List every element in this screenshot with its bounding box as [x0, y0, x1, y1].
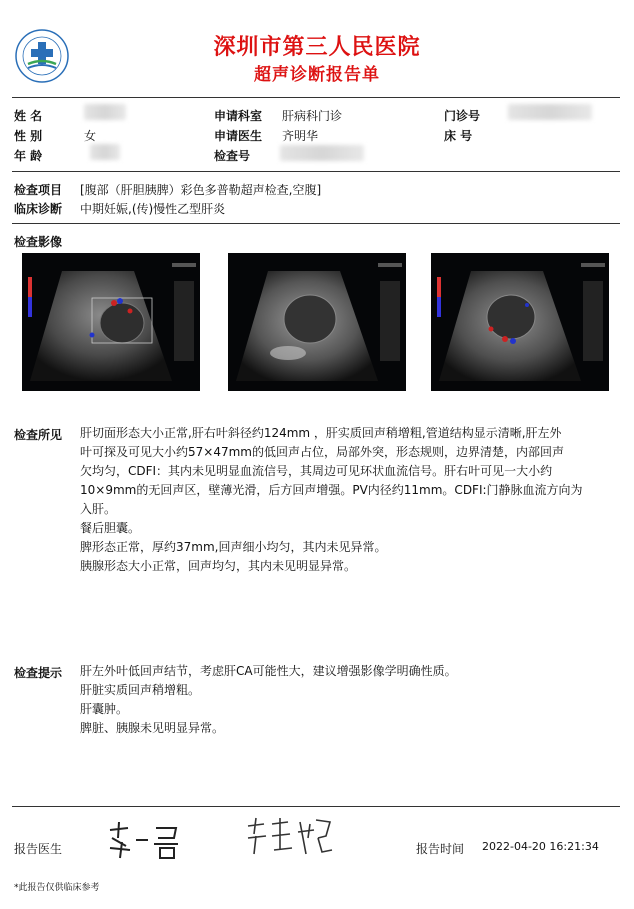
report-title: 超声诊断报告单 — [254, 65, 380, 85]
reporter-label: 报告医生 — [14, 842, 63, 856]
report-time-value: 2022-04-20 16:21:34 — [482, 840, 599, 853]
impression-line: 肝囊肿。 — [80, 702, 129, 716]
info-divider — [12, 171, 620, 172]
exam-divider — [12, 223, 620, 224]
findings-line: 10×9mm的无回声区，壁薄光滑，后方回声增强。PV内径约11mm。CDFI:门静脉血流方向为 — [80, 483, 583, 497]
clinic-no-redacted — [508, 104, 592, 120]
ultrasound-image-3 — [431, 253, 609, 391]
impression-text — [80, 662, 628, 738]
reporter-signature-1 — [104, 816, 184, 865]
images-label: 检查影像 — [14, 235, 63, 249]
findings-label: 检查所见 — [14, 428, 63, 442]
impression-label: 检查提示 — [14, 666, 63, 680]
dept-value: 肝病科门诊 — [282, 109, 343, 123]
findings-text — [80, 424, 628, 576]
exam-no-redacted — [280, 145, 364, 161]
findings-line: 入肝。 — [80, 502, 117, 516]
gender-label: 性 别 — [14, 129, 43, 143]
impression-line: 肝左外叶低回声结节，考虑肝CA可能性大，建议增强影像学明确性质。 — [80, 664, 457, 678]
age-redacted — [90, 144, 120, 160]
name-redacted — [84, 104, 126, 120]
findings-line: 叶可探及可见大小约57×47mm的低回声占位，局部外突，形态规则，边界清楚，内部回声 — [80, 445, 564, 459]
reporter-signature-2 — [244, 814, 334, 863]
findings-line: 欠均匀，CDFI：其内未见明显血流信号，其周边可见环状血流信号。肝右叶可见一大小约 — [80, 464, 553, 478]
findings-line: 肝切面形态大小正常,肝右叶斜径约124mm ，肝实质回声稍增粗,管道结构显示清晰,肝左外 — [80, 426, 562, 440]
ultrasound-image-2 — [228, 253, 406, 391]
clinical-label: 临床诊断 — [14, 202, 63, 216]
name-label: 姓 名 — [14, 109, 43, 123]
exam-no-label: 检查号 — [214, 149, 251, 163]
clinic-no-label: 门诊号 — [444, 109, 481, 123]
dept-label: 申请科室 — [214, 109, 263, 123]
findings-line: 脾形态正常，厚约37mm,回声细小均匀，其内未见异常。 — [80, 540, 387, 554]
disclaimer-note: *此报告仅供临床参考 — [14, 883, 100, 893]
age-label: 年 龄 — [14, 149, 43, 163]
header-divider — [12, 97, 620, 98]
findings-line: 餐后胆囊。 — [80, 521, 141, 535]
ultrasound-image-1 — [22, 253, 200, 391]
gender-value: 女 — [84, 129, 97, 143]
exam-item-value: [腹部（肝胆胰脾）彩色多普勒超声检查,空腹] — [80, 183, 322, 197]
impression-line: 脾脏、胰腺未见明显异常。 — [80, 721, 225, 735]
doctor-value: 齐明华 — [282, 129, 319, 143]
hospital-name: 深圳市第三人民医院 — [213, 35, 421, 60]
findings-line: 胰腺形态大小正常，回声均匀，其内未见明显异常。 — [80, 559, 357, 573]
report-time-label: 报告时间 — [416, 842, 465, 856]
exam-item-label: 检查项目 — [14, 183, 63, 197]
doctor-label: 申请医生 — [214, 129, 263, 143]
footer-divider — [12, 806, 620, 807]
bed-label: 床 号 — [444, 129, 473, 143]
impression-line: 肝脏实质回声稍增粗。 — [80, 683, 201, 697]
clinical-value: 中期妊娠,(传)慢性乙型肝炎 — [80, 202, 226, 216]
